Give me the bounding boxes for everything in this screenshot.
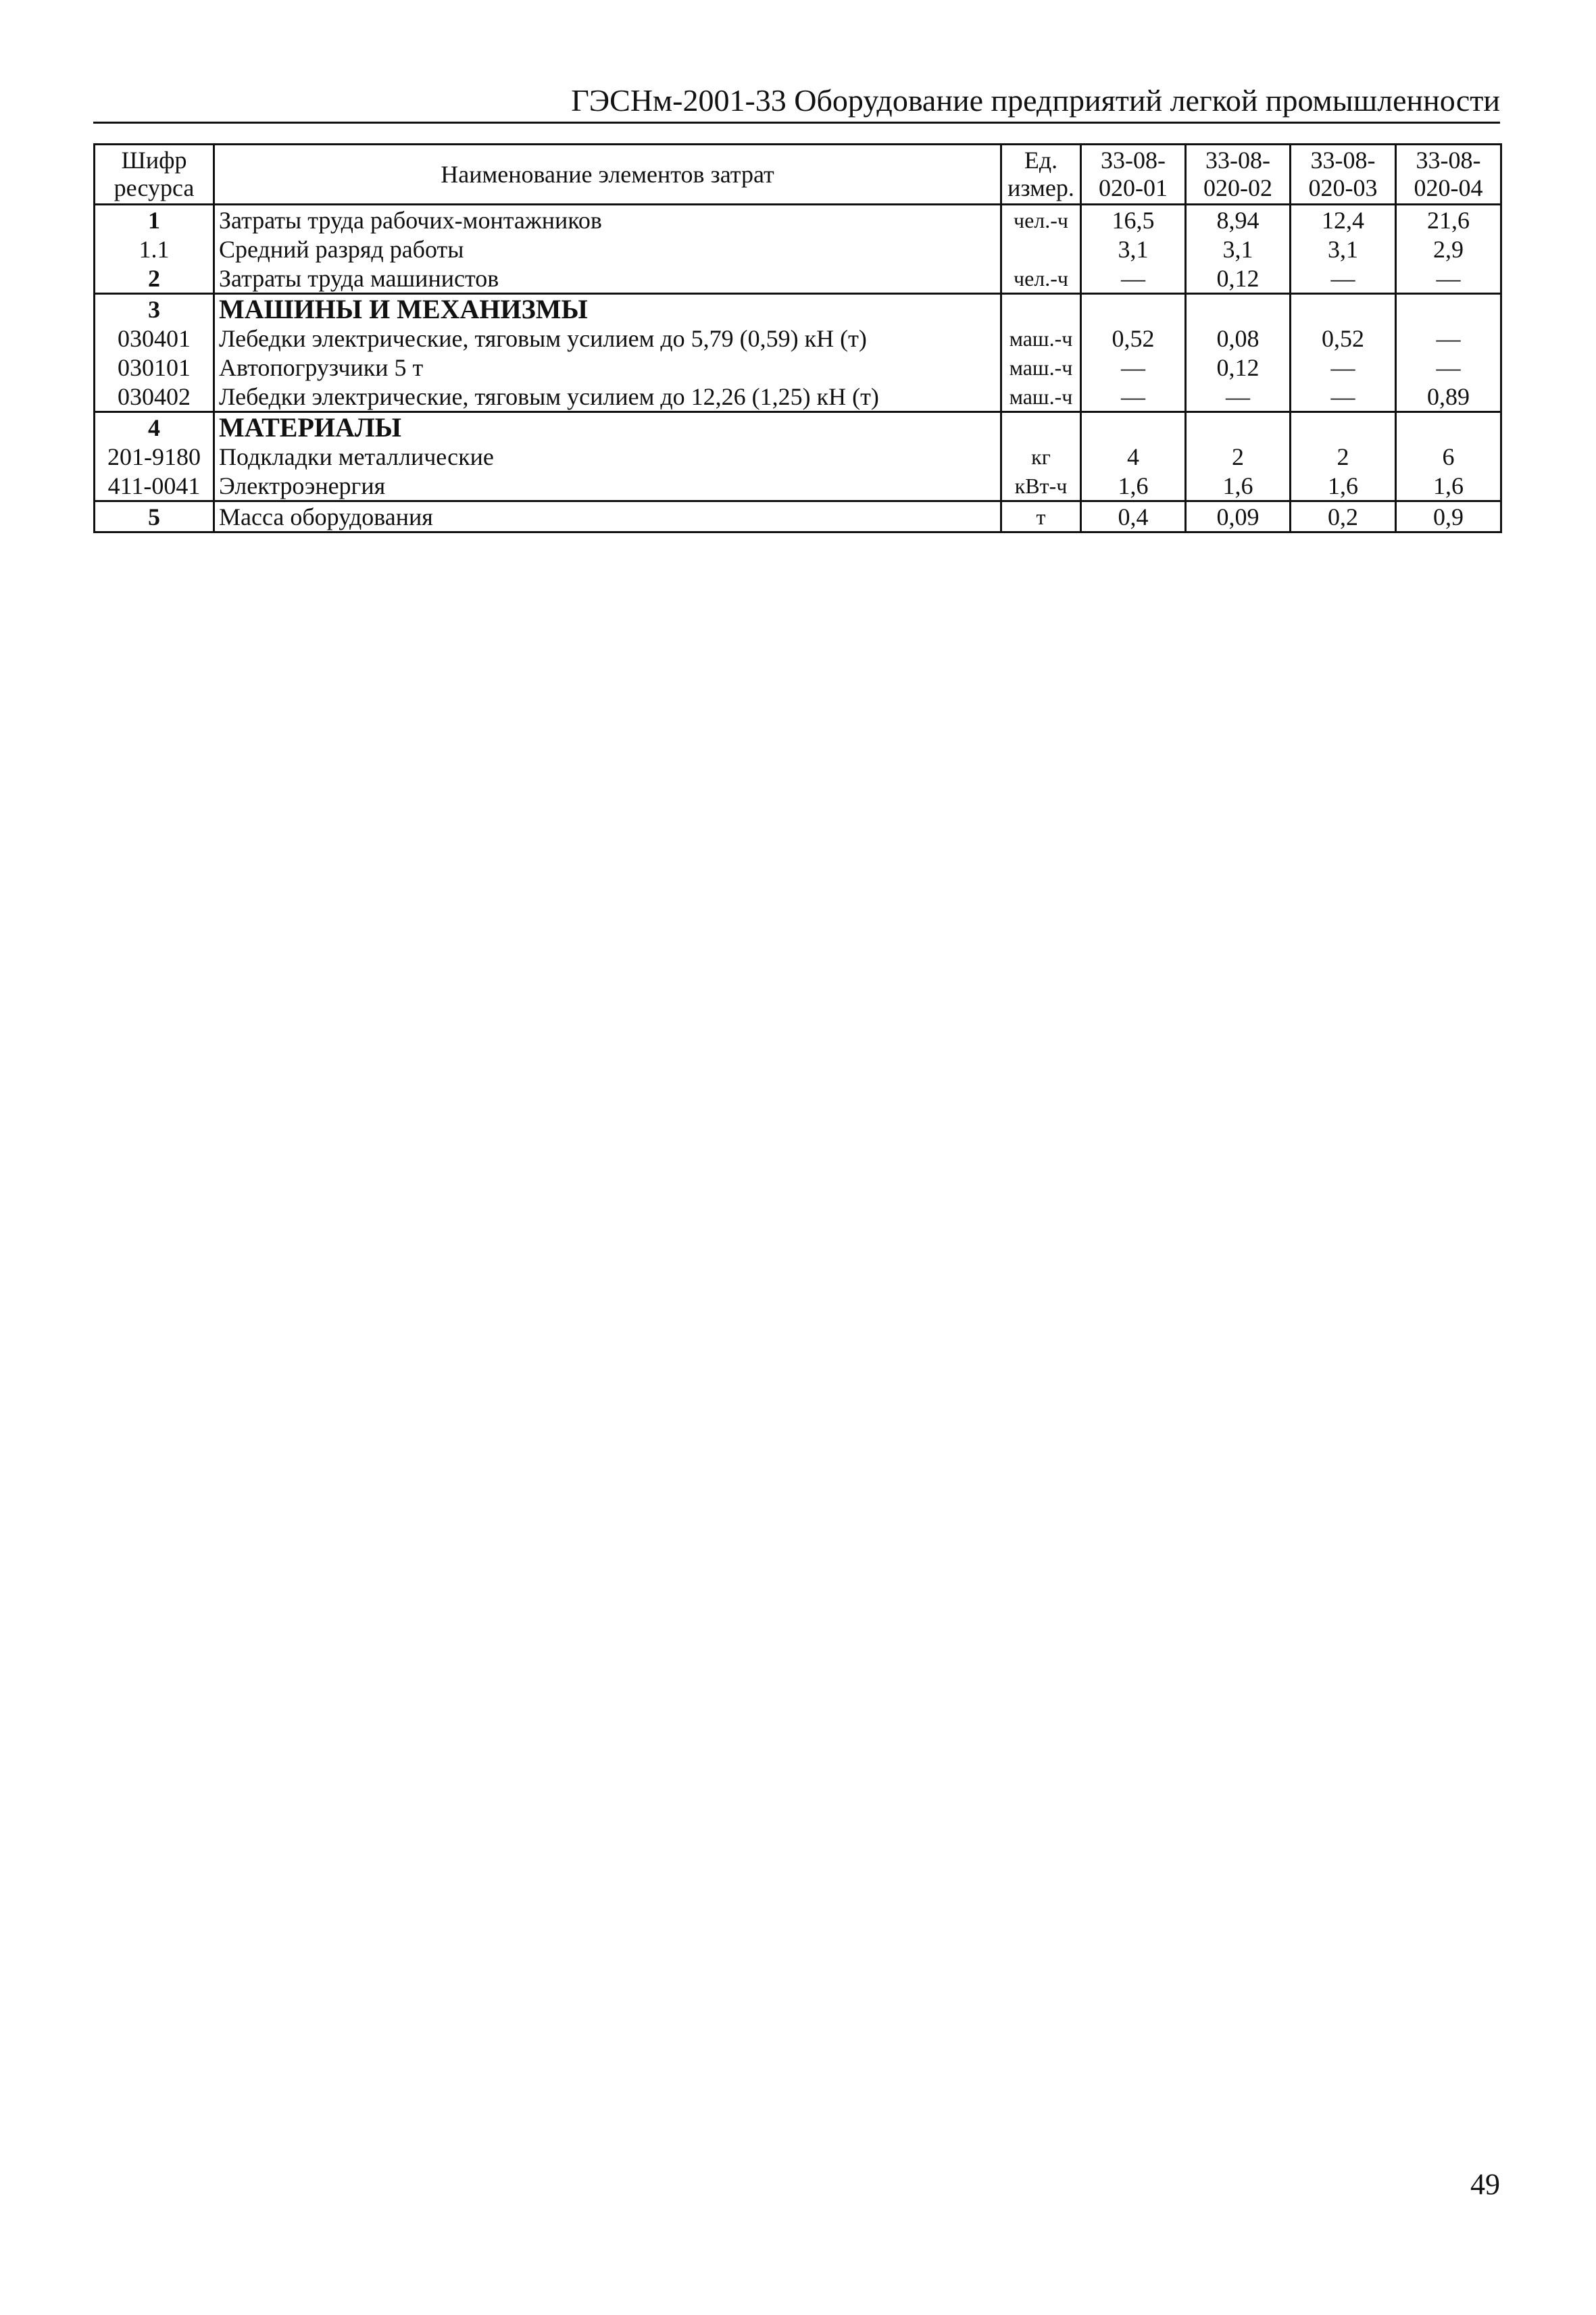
table-row (95, 234, 1501, 264)
norm-value: 21,6 (1396, 205, 1501, 235)
table-row (95, 324, 1501, 353)
resource-unit (1001, 234, 1081, 264)
resource-code: 2 (95, 264, 214, 294)
norm-value: 2,9 (1396, 234, 1501, 264)
table-row (95, 264, 1501, 294)
column-header-norm-2: 33-08- 020-02 (1186, 145, 1291, 205)
empty-cell (1081, 294, 1186, 324)
empty-cell (1291, 412, 1396, 443)
empty-cell (1396, 412, 1501, 443)
norm-value: 16,5 (1081, 205, 1186, 235)
norm-value: 1,6 (1186, 471, 1291, 501)
resource-name: Подкладки металлические (214, 442, 1001, 471)
norm-value: — (1081, 264, 1186, 294)
empty-cell (1291, 294, 1396, 324)
column-header-norm-1: 33-08- 020-01 (1081, 145, 1186, 205)
table-row (95, 501, 1501, 532)
section-title: МАТЕРИАЛЫ (214, 412, 1001, 443)
norm-value: 3,1 (1081, 234, 1186, 264)
empty-cell (1186, 294, 1291, 324)
resource-unit: кВт-ч (1001, 471, 1081, 501)
norm-value: 4 (1081, 442, 1186, 471)
norm-value: 0,4 (1081, 501, 1186, 532)
norm-value: — (1291, 264, 1396, 294)
norm-value: — (1291, 382, 1396, 412)
resource-unit: чел.-ч (1001, 264, 1081, 294)
norm-value: 1,6 (1081, 471, 1186, 501)
section-code: 3 (95, 294, 214, 324)
resource-unit: кг (1001, 442, 1081, 471)
table-row (95, 471, 1501, 501)
norm-value: — (1081, 353, 1186, 382)
norm-value: 0,12 (1186, 264, 1291, 294)
section-row-materials (95, 412, 1501, 443)
section-title: МАШИНЫ И МЕХАНИЗМЫ (214, 294, 1001, 324)
norm-value: 6 (1396, 442, 1501, 471)
empty-cell (1081, 412, 1186, 443)
norm-value: — (1396, 324, 1501, 353)
header-rule (93, 122, 1500, 124)
resource-name: Электроэнергия (214, 471, 1001, 501)
column-header-norm-4: 33-08- 020-04 (1396, 145, 1501, 205)
resource-code: 030101 (95, 353, 214, 382)
norm-value: 8,94 (1186, 205, 1291, 235)
resource-name: Лебедки электрические, тяговым усилием до 5,79 (0,59) кН (т) (214, 324, 1001, 353)
norm-value: 0,09 (1186, 501, 1291, 532)
resource-code: 030402 (95, 382, 214, 412)
resource-name: Средний разряд работы (214, 234, 1001, 264)
norm-value: — (1081, 382, 1186, 412)
table-row (95, 205, 1501, 235)
column-header-unit: Ед. измер. (1001, 145, 1081, 205)
empty-cell (1396, 294, 1501, 324)
norm-value: 0,08 (1186, 324, 1291, 353)
norm-value: 0,52 (1081, 324, 1186, 353)
norm-value: 0,9 (1396, 501, 1501, 532)
page-header-title: ГЭСНм-2001-33 Оборудование предприятий легкой промышленности (571, 83, 1500, 118)
table-row (95, 382, 1501, 412)
empty-cell (1001, 294, 1081, 324)
norm-value: 1,6 (1291, 471, 1396, 501)
resource-code: 030401 (95, 324, 214, 353)
norm-value: — (1396, 264, 1501, 294)
norm-value: 3,1 (1186, 234, 1291, 264)
resource-code: 1.1 (95, 234, 214, 264)
table-header-row (95, 145, 1501, 205)
section-code: 4 (95, 412, 214, 443)
resource-name: Масса оборудования (214, 501, 1001, 532)
resource-unit: маш.-ч (1001, 353, 1081, 382)
empty-cell (1186, 412, 1291, 443)
section-row-machines (95, 294, 1501, 324)
resource-code: 1 (95, 205, 214, 235)
resource-unit: чел.-ч (1001, 205, 1081, 235)
column-header-code: Шифр ресурса (95, 145, 214, 205)
norm-value: 12,4 (1291, 205, 1396, 235)
resource-name: Автопогрузчики 5 т (214, 353, 1001, 382)
resource-unit: т (1001, 501, 1081, 532)
norm-value: — (1396, 353, 1501, 382)
norm-value: — (1291, 353, 1396, 382)
resource-name: Лебедки электрические, тяговым усилием до 12,26 (1,25) кН (т) (214, 382, 1001, 412)
norm-value: 0,12 (1186, 353, 1291, 382)
table-row (95, 353, 1501, 382)
norm-value: — (1186, 382, 1291, 412)
resource-table (93, 143, 1502, 533)
norm-value: 2 (1291, 442, 1396, 471)
resource-code: 411-0041 (95, 471, 214, 501)
norm-value: 0,52 (1291, 324, 1396, 353)
column-header-name: Наименование элементов затрат (214, 145, 1001, 205)
resource-unit: маш.-ч (1001, 324, 1081, 353)
page-number: 49 (1470, 2168, 1500, 2201)
resource-code: 5 (95, 501, 214, 532)
resource-code: 201-9180 (95, 442, 214, 471)
norm-value: 1,6 (1396, 471, 1501, 501)
resource-name: Затраты труда машинистов (214, 264, 1001, 294)
column-header-norm-3: 33-08- 020-03 (1291, 145, 1396, 205)
empty-cell (1001, 412, 1081, 443)
table-row (95, 442, 1501, 471)
resource-name: Затраты труда рабочих-монтажников (214, 205, 1001, 235)
norm-value: 2 (1186, 442, 1291, 471)
norm-value: 0,89 (1396, 382, 1501, 412)
norm-value: 0,2 (1291, 501, 1396, 532)
resource-unit: маш.-ч (1001, 382, 1081, 412)
norm-value: 3,1 (1291, 234, 1396, 264)
